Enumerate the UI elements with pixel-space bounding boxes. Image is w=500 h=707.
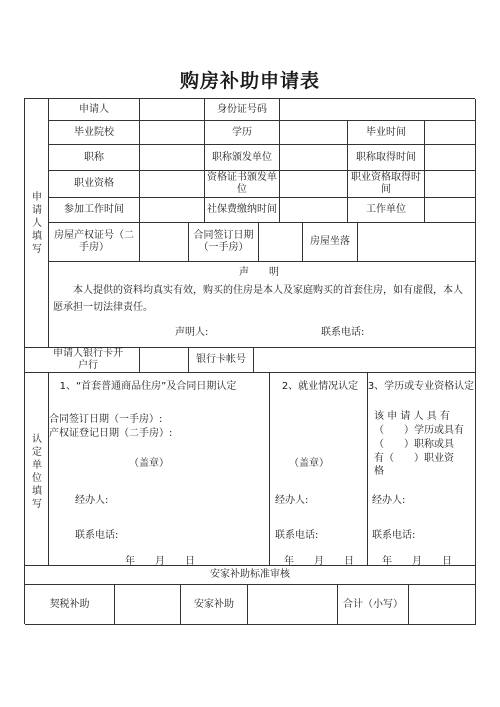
review-col-3-header: 3、学历或专业资格认定 xyxy=(367,381,475,392)
bank-account-field[interactable] xyxy=(254,348,476,373)
property-cert-label: 房屋产权证号（二手房） xyxy=(49,223,140,262)
qualification-field[interactable] xyxy=(140,171,205,198)
col1-date: 年 月 日 xyxy=(125,556,195,567)
statement-title: 声 明 xyxy=(239,267,279,278)
qual-time-field[interactable] xyxy=(425,171,476,198)
settle-subsidy-field[interactable] xyxy=(248,585,338,625)
school-field[interactable] xyxy=(140,121,205,145)
title-time-field[interactable] xyxy=(425,145,476,171)
statement-text: 本人提供的资料均真实有效，购买的住房是本人及家庭购买的首套住房，如有虚假，本人愿承担一切法律责任。 xyxy=(53,285,463,313)
qualification-label: 职业资格 xyxy=(49,171,140,198)
total-label: 合计（小写） xyxy=(338,585,409,625)
review-col-2-header: 2、就业情况认定 xyxy=(281,381,359,392)
statement-contact-label: 联系电话: xyxy=(321,327,365,338)
col1-stamp: （盖章） xyxy=(129,458,169,469)
qual-time-label: 职业资格取得时间 xyxy=(348,171,425,198)
col3-line-2: （ ）学历或具有 xyxy=(374,425,464,436)
bank-account-label: 银行卡帐号 xyxy=(189,348,254,373)
property-cert-field[interactable] xyxy=(140,223,189,262)
col2-date: 年 月 日 xyxy=(284,556,354,567)
title-label: 职称 xyxy=(49,145,140,171)
grad-time-label: 毕业时间 xyxy=(348,121,425,145)
settle-subsidy-label: 安家补助 xyxy=(181,585,248,625)
form-title: 购房补助申请表 xyxy=(179,70,320,92)
property-date-line: 产权证登记日期（二手房）: xyxy=(49,428,173,439)
col3-line-3: （ ）职称或具 xyxy=(374,439,454,450)
grad-time-field[interactable] xyxy=(425,121,476,145)
house-location-label: 房屋坐落 xyxy=(303,223,358,262)
qual-issuer-label: 资格证书颁发单位 xyxy=(205,171,280,198)
applicant-name-label: 申请人 xyxy=(49,99,140,121)
id-card-label: 身份证号码 xyxy=(205,99,280,121)
bank-branch-label: 申请人银行卡开户行 xyxy=(25,348,140,373)
social-security-label: 社保费缴纳时间 xyxy=(205,198,280,223)
contract-date-field[interactable] xyxy=(259,223,303,262)
col3-handler: 经办人: xyxy=(372,495,406,506)
house-location-field[interactable] xyxy=(358,223,476,262)
employer-label: 工作单位 xyxy=(348,198,425,223)
col1-handler: 经办人: xyxy=(75,495,109,506)
col2-stamp: （盖章） xyxy=(289,458,329,469)
work-start-label: 参加工作时间 xyxy=(49,198,140,223)
col1-phone: 联系电话: xyxy=(75,530,119,541)
social-security-field[interactable] xyxy=(280,198,348,223)
col3-phone: 联系电话: xyxy=(372,530,416,541)
col3-line-4: 有（ ）职业资 xyxy=(374,453,454,464)
application-form-table xyxy=(24,98,475,624)
bank-branch-field[interactable] xyxy=(140,348,189,373)
title-issuer-label: 职称颁发单位 xyxy=(205,145,280,171)
qual-issuer-field[interactable] xyxy=(280,171,348,198)
title-time-label: 职称取得时间 xyxy=(348,145,425,171)
review-section-label: 认定单位填写 xyxy=(32,434,42,510)
education-field[interactable] xyxy=(280,121,348,145)
settlement-header: 安家补助标准审核 xyxy=(25,566,476,585)
title-issuer-field[interactable] xyxy=(280,145,348,171)
applicant-name-field[interactable] xyxy=(140,99,205,121)
applicant-section-label: 申请人填写 xyxy=(32,192,42,255)
deed-tax-label: 契税补助 xyxy=(25,585,115,625)
col3-date: 年 月 日 xyxy=(382,556,452,567)
education-label: 学历 xyxy=(205,121,280,145)
work-start-field[interactable] xyxy=(140,198,205,223)
review-col-1-header: 1、“首套普通商品住房”及合同日期认定 xyxy=(59,381,237,392)
contract-date-label: 合同签订日期（一手房） xyxy=(189,223,259,262)
school-label: 毕业院校 xyxy=(49,121,140,145)
col2-handler: 经办人: xyxy=(275,495,309,506)
declarant-label: 声明人: xyxy=(175,327,209,338)
total-field[interactable] xyxy=(409,585,476,625)
contract-date-line: 合同签订日期（一手房）: xyxy=(49,414,163,425)
col2-phone: 联系电话: xyxy=(275,530,319,541)
employer-field[interactable] xyxy=(425,198,476,223)
col3-line-1: 该 申 请 人 具 有 xyxy=(374,411,450,422)
col3-line-5: 格 xyxy=(374,466,384,477)
id-card-field[interactable] xyxy=(280,99,476,121)
title-field[interactable] xyxy=(140,145,205,171)
deed-tax-field[interactable] xyxy=(115,585,181,625)
